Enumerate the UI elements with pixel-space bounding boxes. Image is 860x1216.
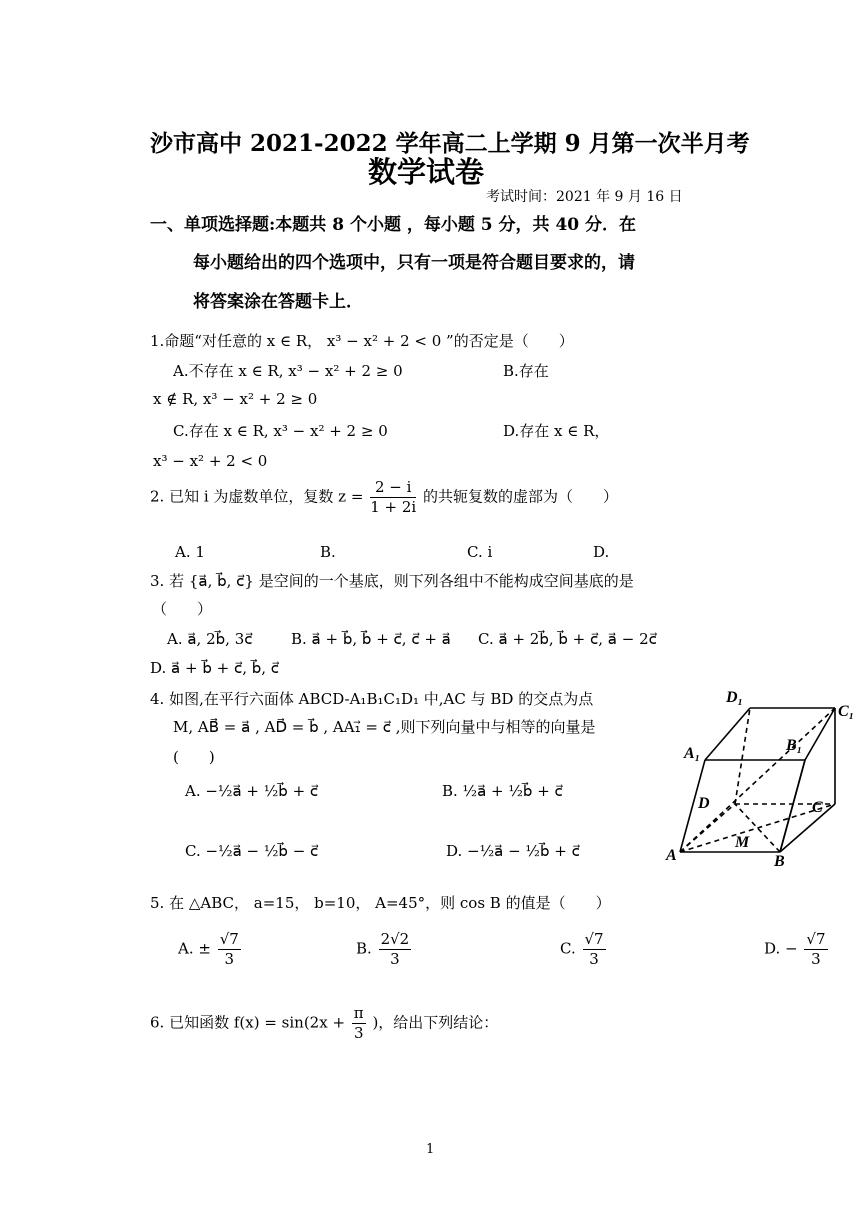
q1-stem: 1.命题“对任意的 x ∈ R， x³ − x² + 2 < 0 ”的否定是（ ）	[150, 332, 574, 350]
q5-option-c-label: C.	[560, 939, 576, 958]
label-C1: C₁	[838, 703, 855, 720]
section-heading-line3: 将答案涂在答题卡上．	[193, 292, 363, 312]
q6-frac-den: 3	[353, 1024, 364, 1042]
q6-stem-pre: 6. 已知函数 f(x) = sin(2x +	[150, 1013, 346, 1032]
q4-option-b: B. ½a⃗ + ½b⃗ + c⃗	[442, 782, 563, 800]
q1-option-c: C.存在 x ∈ R, x³ − x² + 2 ≥ 0	[173, 422, 388, 440]
q1-option-d: D.存在 x ∈ R，	[503, 422, 610, 440]
label-D: D	[698, 795, 710, 812]
q2-stem-pre: 2. 已知 i 为虚数单位，复数 z =	[150, 487, 364, 506]
label-B: B	[774, 853, 785, 870]
q6-frac-num: π	[353, 1004, 364, 1022]
q3-option-d: D. a⃗ + b⃗ + c⃗, b⃗, c⃗	[150, 659, 280, 677]
q4-option-c: C. −½a⃗ − ½b⃗ − c⃗	[185, 842, 319, 860]
q5-b-num: 2√2	[380, 930, 410, 948]
section-heading-line2: 每小题给出的四个选项中，只有一项是符合题目要求的，请	[193, 253, 635, 273]
q1-option-a: A.不存在 x ∈ R, x³ − x² + 2 ≥ 0	[173, 362, 403, 380]
q6-stem	[150, 1004, 498, 1043]
q6-fraction	[352, 1004, 366, 1043]
label-A: A	[666, 847, 677, 864]
q4-stem-line2: M, AB⃗ = a⃗ , AD⃗ = b⃗ , AA₁⃗ = c⃗ ,则下列向量中与相等的向量是	[173, 718, 596, 736]
exam-title: 沙市高中 2021-2022 学年高二上学期 9 月第一次半月考	[150, 130, 750, 157]
q1-option-b: B.存在	[503, 362, 549, 380]
q5-option-c-frac	[583, 930, 606, 969]
q2-option-a: A. 1	[175, 543, 205, 561]
q2-frac-num: 2 − i	[370, 478, 416, 498]
section-heading-line1: 一、单项选择题:本题共 8 个小题 ，每小题 5 分，共 40 分．在	[150, 215, 637, 235]
label-B1: B₁	[786, 737, 803, 754]
q2-stem-post: 的共轭复数的虚部为（ ）	[422, 487, 618, 506]
q1-option-d-cont: x³ − x² + 2 < 0	[153, 452, 268, 470]
q5-option-a	[178, 930, 243, 969]
label-C: C	[812, 799, 823, 816]
q5-d-num: √7	[806, 930, 826, 948]
q4-stem-line3: ( )	[173, 748, 215, 766]
q5-option-c	[560, 930, 608, 969]
q5-option-b	[356, 930, 413, 969]
q4-stem-line1: 4. 如图,在平行六面体 ABCD-A₁B₁C₁D₁ 中,AC 与 BD 的交点为点	[150, 690, 594, 708]
q5-option-d-frac	[804, 930, 827, 969]
q5-option-d	[764, 930, 830, 969]
q2-option-d: D.	[593, 543, 610, 561]
q5-a-den: 3	[224, 950, 235, 968]
q3-stem-cont: （ ）	[152, 600, 213, 618]
label-D1: D₁	[726, 689, 744, 706]
q6-stem-post: )，给出下列结论：	[372, 1013, 499, 1032]
q2-option-c: C. i	[467, 543, 493, 561]
q3-option-a: A. a⃗, 2b⃗, 3c⃗	[167, 630, 253, 648]
q5-stem: 5. 在 △ABC， a=15， b=10， A=45°，则 cos B 的值是（ ）	[150, 894, 611, 912]
q4-option-d: D. −½a⃗ − ½b⃗ + c⃗	[446, 842, 580, 860]
q2-frac-den: 1 + 2i	[370, 498, 417, 516]
page-number: 1	[426, 1142, 435, 1157]
q4-option-a: A. −½a⃗ + ½b⃗ + c⃗	[185, 782, 319, 800]
label-A1: A₁	[684, 745, 701, 762]
q5-option-a-label: A. ±	[178, 939, 211, 958]
q5-d-den: 3	[811, 950, 821, 968]
q5-option-b-label: B.	[356, 939, 372, 958]
q2-option-b: B.	[320, 543, 336, 561]
q2-stem	[150, 478, 618, 517]
q2-fraction	[370, 478, 416, 517]
parallelepiped-figure	[660, 680, 860, 870]
q5-option-a-frac	[218, 930, 241, 969]
q3-option-b: B. a⃗ + b⃗, b⃗ + c⃗, c⃗ + a⃗	[291, 630, 451, 648]
q1-option-b-cont: x ∉ R, x³ − x² + 2 ≥ 0	[153, 390, 318, 408]
q5-option-d-label: D. −	[764, 939, 798, 958]
q5-option-b-frac	[379, 930, 412, 969]
q3-option-c: C. a⃗ + 2b⃗, b⃗ + c⃗, a⃗ − 2c⃗	[478, 630, 657, 648]
q5-c-num: √7	[584, 930, 604, 948]
subject-title: 数学试卷	[368, 155, 485, 189]
q5-c-den: 3	[589, 950, 599, 968]
q3-stem: 3. 若 {a⃗, b⃗, c⃗} 是空间的一个基底，则下列各组中不能构成空间基底的是	[150, 572, 634, 590]
q5-a-num: √7	[219, 930, 239, 948]
label-M: M	[735, 834, 750, 851]
q5-b-den: 3	[390, 950, 400, 968]
exam-time: 考试时间：2021 年 9 月 16 日	[486, 189, 683, 205]
